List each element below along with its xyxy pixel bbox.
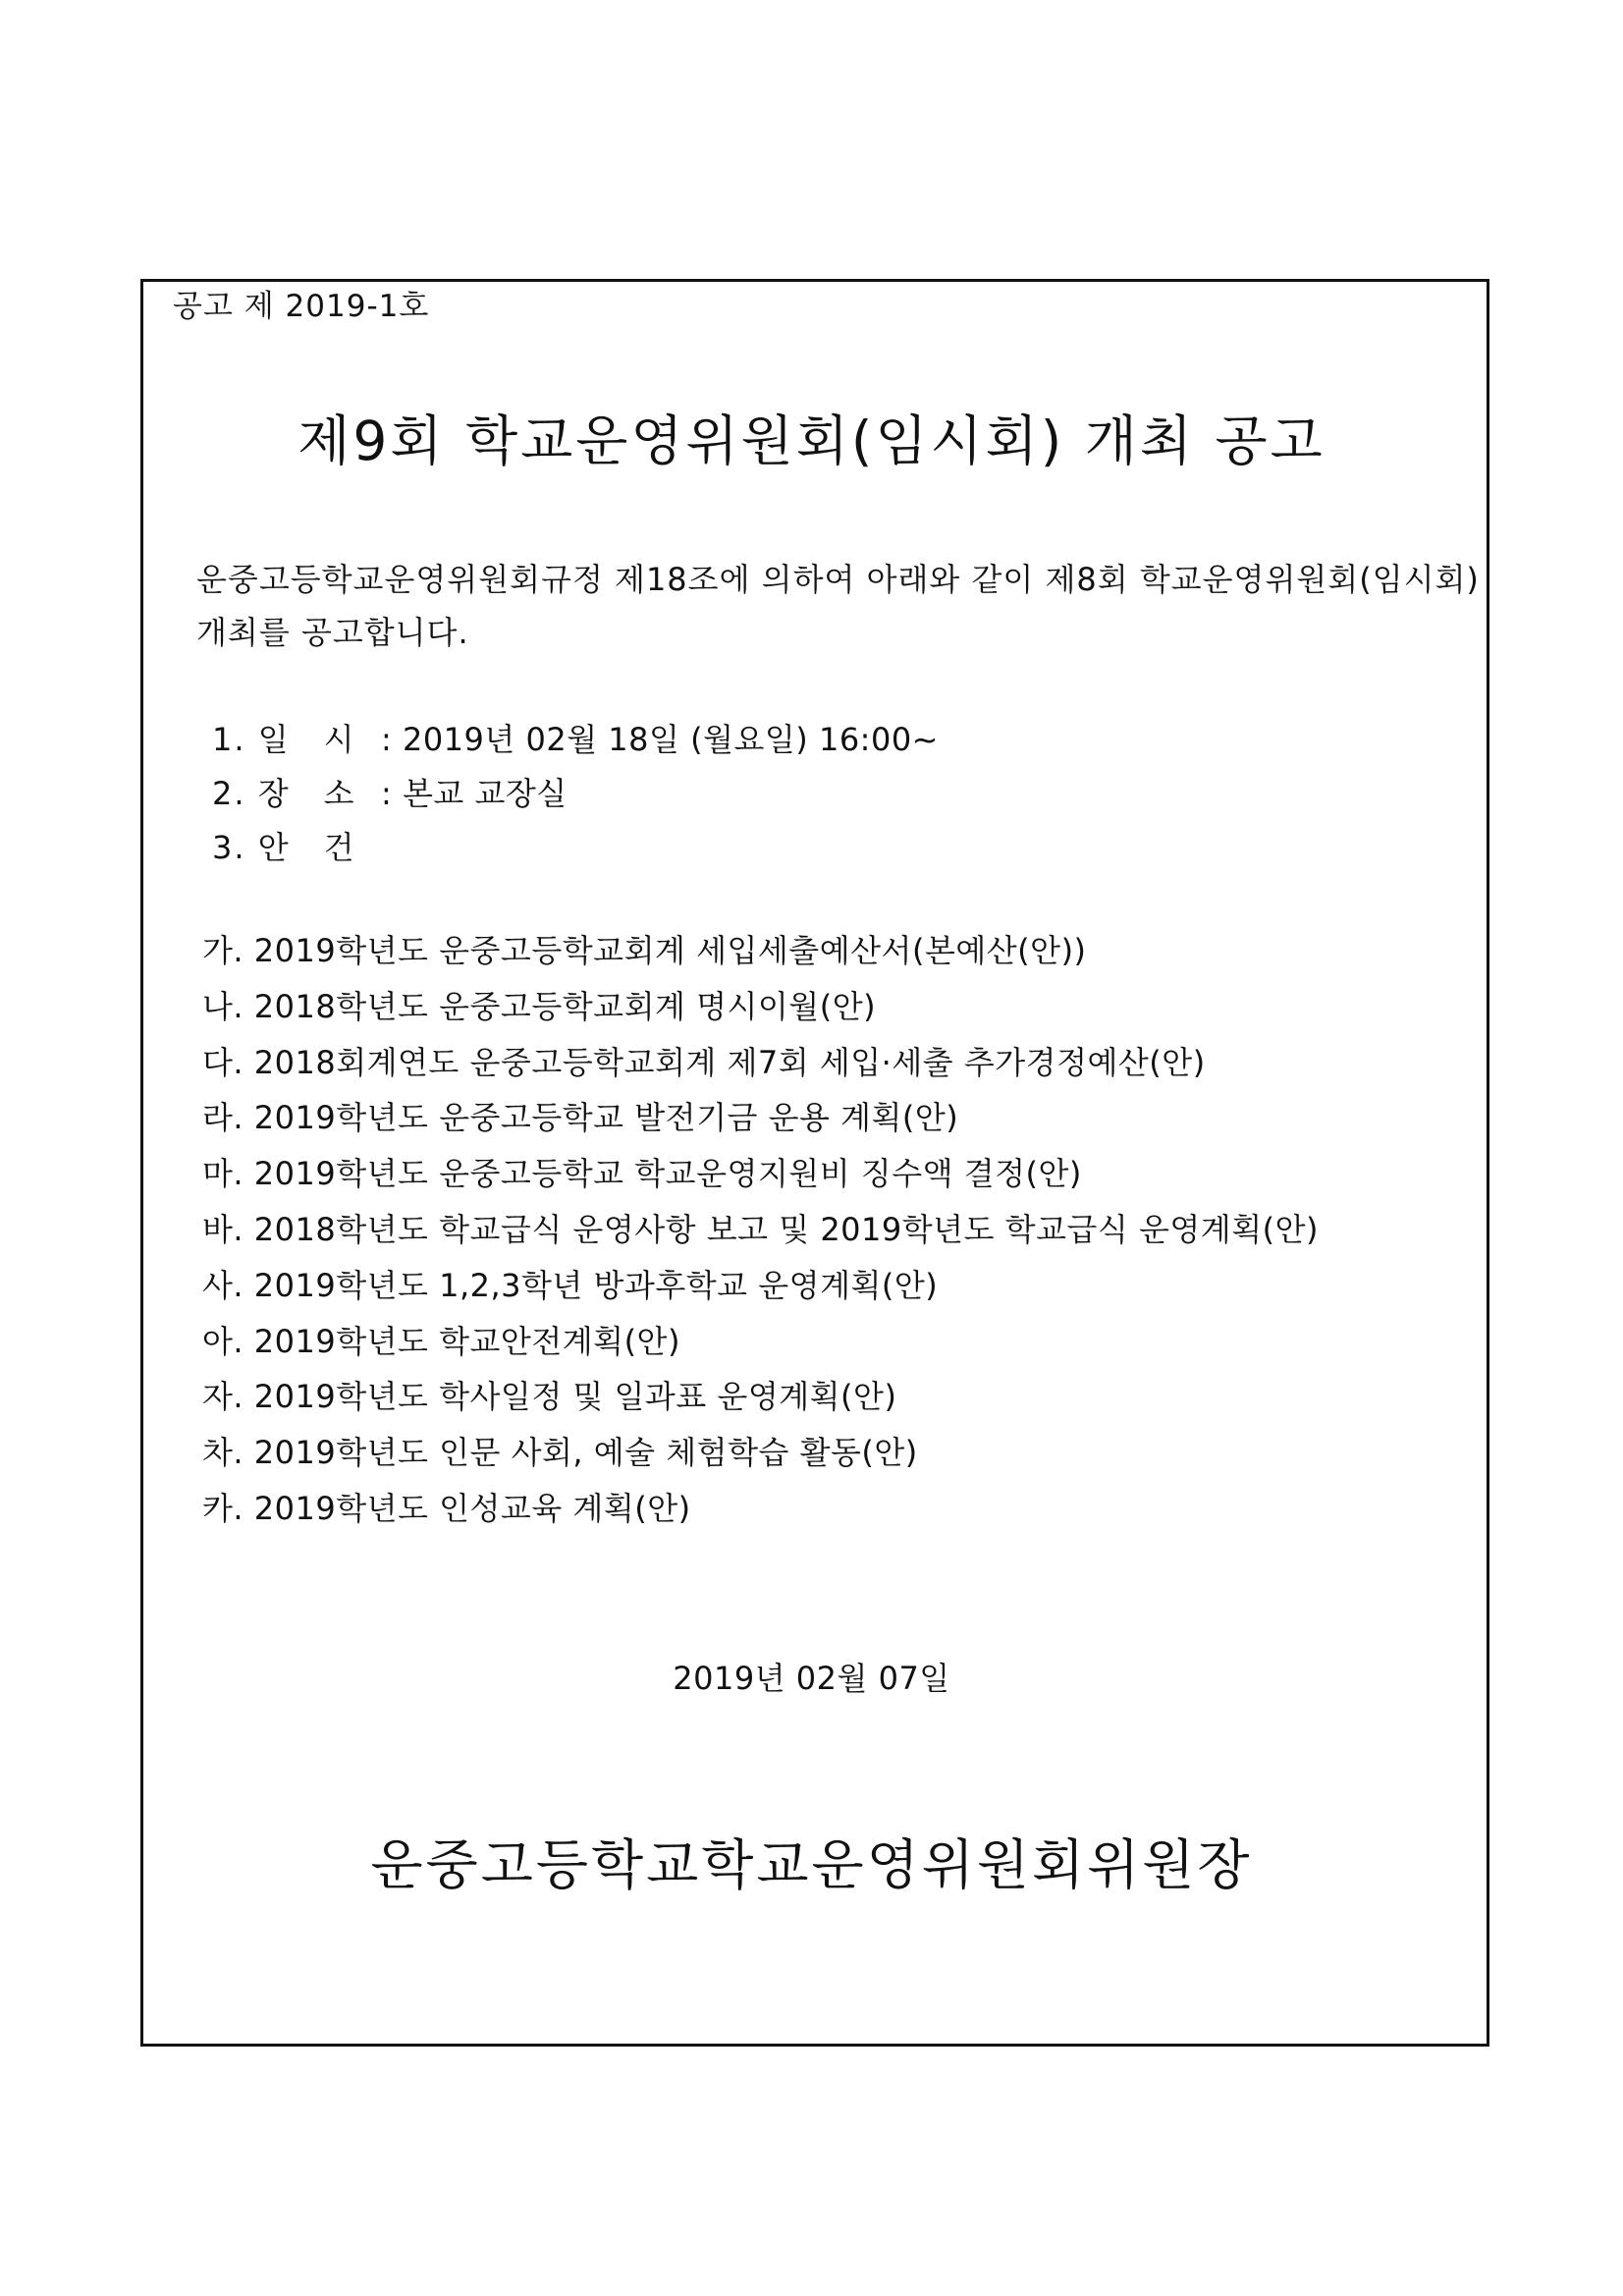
agenda-item: 나. 2018학년도 운중고등학교회계 명시이월(안)	[202, 987, 877, 1025]
agenda-item: 아. 2019학년도 학교안전계획(안)	[202, 1322, 680, 1360]
agenda-item: 사. 2019학년도 1,2,3학년 방과후학교 운영계획(안)	[202, 1266, 939, 1304]
issue-date: 2019년 02월 07일	[673, 1660, 950, 1697]
agenda-item: 마. 2019학년도 운중고등학교 학교운영지원비 징수액 결정(안)	[202, 1155, 1082, 1193]
info-value: : 본교 교장실	[381, 775, 568, 812]
agenda-item: 바. 2018학년도 학교급식 운영사항 보고 및 2019학년도 학교급식 운영계획(안)	[202, 1210, 1320, 1248]
info-value: : 2019년 02월 18일 (월요일) 16:00~	[381, 721, 939, 758]
agenda-list	[202, 923, 1319, 1537]
agenda-item: 카. 2019학년도 인성교육 계획(안)	[202, 1489, 691, 1527]
info-row-agenda	[212, 821, 939, 875]
agenda-item: 다. 2018회계연도 운중고등학교회계 제7회 세입·세출 추가경정예산(안)	[202, 1043, 1206, 1081]
meeting-info	[212, 713, 939, 875]
agenda-item: 차. 2019학년도 인문 사회, 예술 체험학습 활동(안)	[202, 1434, 918, 1472]
issuer-name: 운중고등학교학교운영위원회위원장	[370, 1833, 1253, 1896]
info-label: 2. 장 소	[212, 775, 356, 812]
info-label: 3. 안 건	[212, 829, 356, 866]
document-title: 제9회 학교운영위원회(임시회) 개최 공고	[298, 410, 1325, 472]
agenda-item: 자. 2019학년도 학사일정 및 일과표 운영계획(안)	[202, 1378, 897, 1416]
agenda-item: 가. 2019학년도 운중고등학교회계 세입세출예산서(본예산(안))	[202, 932, 1087, 969]
info-label: 1. 일 시	[212, 721, 356, 758]
intro-paragraph: 운중고등학교운영위원회규정 제18조에 의하여 아래와 같이 제8회 학교운영위원회(임시회) 개최를 공고합니다.	[196, 561, 1480, 651]
info-row-location	[212, 767, 939, 821]
info-row-datetime	[212, 713, 939, 767]
notice-number: 공고 제 2019-1호	[173, 289, 430, 324]
agenda-item: 라. 2019학년도 운중고등학교 발전기금 운용 계획(안)	[202, 1099, 959, 1137]
